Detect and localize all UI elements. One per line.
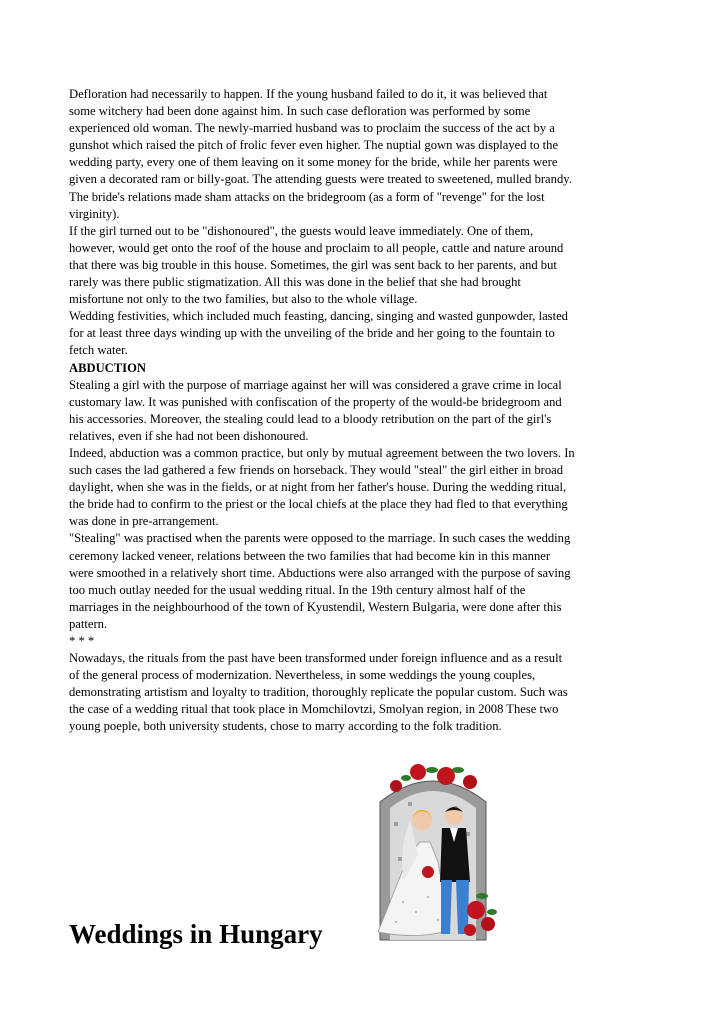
text-line: were smoothed in a relatively short time. Abductions were also arranged with the purpose of saving <box>69 565 571 580</box>
text-line: relatives, even if she had not been dishonoured. <box>69 428 309 443</box>
text-line: marriages in the neighbourhood of the town of Kyustendil, Western Bulgaria, were done after this <box>69 599 562 614</box>
text-line: The bride's relations made sham attacks on the bridegroom (as a form of "revenge" for the lost <box>69 189 545 204</box>
text-line: ceremony lacked veneer, relations between the two families that had become kin in this manner <box>69 548 551 563</box>
text-line: too much outlay needed for the usual wedding ritual. In the 19th century almost half of the <box>69 582 526 597</box>
text-line: Indeed, abduction was a common practice, but only by mutual agreement between the two lovers. In <box>69 445 575 460</box>
text-line: that there was big trouble in this house. Sometimes, the girl was sent back to her parents, and but <box>69 257 557 272</box>
text-line: Wedding festivities, which included much feasting, dancing, singing and wasted gunpowder, lasted <box>69 309 568 324</box>
abduction-heading: ABDUCTION <box>69 360 146 375</box>
text-line: virginity). <box>69 206 120 221</box>
text-line: experienced old woman. The newly-married husband was to proclaim the success of the act by a <box>69 121 555 136</box>
section-heading: Weddings in Hungary <box>69 919 323 949</box>
text-line: some witchery had been done against him. In such case defloration was performed by some <box>69 104 531 119</box>
text-line: misfortune not only to the two families, but also to the whole village. <box>69 292 418 307</box>
text-line: of the general process of modernization. Nevertheless, in some weddings the young couples, <box>69 668 536 683</box>
text-line: demonstrating artistism and loyalty to tradition, thoroughly replicate the popular custom. Such was <box>69 685 568 700</box>
text-line: If the girl turned out to be "dishonoured", the guests would leave immediately. One of them, <box>69 223 534 238</box>
text-line: young poeple, both university students, chose to marry according to the folk tradition. <box>69 719 502 734</box>
text-line: customary law. It was punished with confiscation of the property of the would-be bridegroom and <box>69 394 562 409</box>
wedding-couple-illustration <box>358 762 508 942</box>
text-line: Nowadays, the rituals from the past have been transformed under foreign influence and as a result <box>69 651 563 666</box>
text-line: such cases the lad gathered a few friends on horseback. They would "steal" the girl either in broad <box>69 463 564 478</box>
text-line: "Stealing" was practised when the parents were opposed to the marriage. In such cases the wedding <box>69 531 571 546</box>
text-line: was done in pre-arrangement. <box>69 514 219 529</box>
text-line: wedding party, every one of them leaving on it some money for the bride, while her parents were <box>69 155 558 170</box>
text-line: given a decorated ram or billy-goat. The attending guests were treated to sweetened, mulled brandy. <box>69 172 572 187</box>
text-line: however, would get onto the roof of the house and proclaim to all people, cattle and nature around <box>69 240 564 255</box>
text-line: the case of a wedding ritual that took place in Momchilovtzi, Smolyan region, in 2008 These two <box>69 702 559 717</box>
text-line: rarely was there public stigmatization. All this was done in the belief that she had brought <box>69 275 521 290</box>
text-line: daylight, when she was in the fields, or at night from her father's house. During the wedding ritual, <box>69 480 567 495</box>
text-line: for at least three days winding up with the unveiling of the bride and her going to the fountain to <box>69 326 555 341</box>
text-line: gunshot which raised the pitch of frolic fever even higher. The nuptial gown was displayed to the <box>69 138 559 153</box>
text-line: his accessories. Moreover, the stealing could lead to a bloody retribution on the part of the girl's <box>69 411 552 426</box>
text-line: fetch water. <box>69 343 128 358</box>
text-line: * * * <box>69 634 95 648</box>
text-line: the bride had to confirm to the priest or the local chiefs at the place they had fled to that everything <box>69 497 568 512</box>
text-line: pattern. <box>69 616 108 631</box>
text-line: Defloration had necessarily to happen. If the young husband failed to do it, it was believed that <box>69 87 548 101</box>
body-text <box>69 86 661 736</box>
text-line: Stealing a girl with the purpose of marriage against her will was considered a grave crime in local <box>69 377 562 392</box>
